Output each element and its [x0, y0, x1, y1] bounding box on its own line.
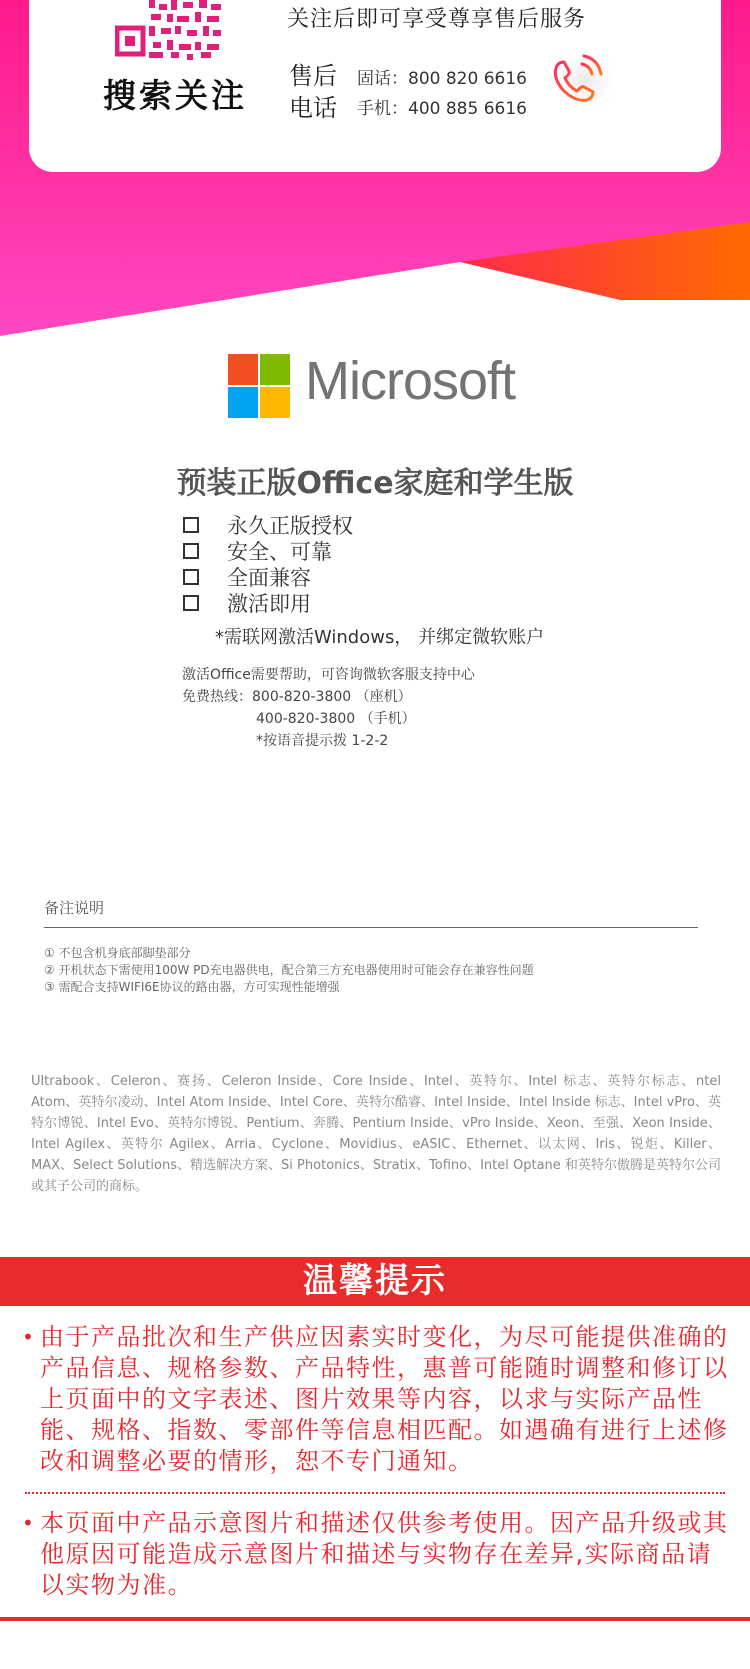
tip-item-2: [22, 1508, 732, 1601]
checkbox-icon: [183, 595, 199, 611]
service-slogan: 关注后即可享受尊享售后服务: [287, 7, 587, 32]
feature-item: [183, 590, 353, 616]
divider: [44, 927, 698, 928]
feature-label: 全面兼容: [227, 566, 311, 590]
microsoft-wordmark: Microsoft: [305, 351, 516, 411]
checkbox-icon: [183, 569, 199, 585]
feature-item: [183, 538, 353, 564]
tip-text: 由于产品批次和生产供应因素实时变化，为尽可能提供准确的产品信息、规格参数、产品特性，惠普可能随时调整和修订以上页面中的文字表述、图片效果等内容，以求与实际产品性能、规格、指数、零部件等信息相匹配。如遇确有进行上述修改和调整必要的情形，恕不专门通知。: [40, 1323, 729, 1475]
feature-label: 安全、可靠: [227, 540, 332, 564]
tips-title: 温馨提示: [303, 1261, 447, 1301]
remark-item: ③ 需配合支持WIFI6E协议的路由器，方可实现性能增强: [44, 980, 340, 994]
feature-note: *需联网激活Windows， 并绑定微软账户: [215, 627, 545, 648]
hotline-mobile: 400-820-3800 （手机）: [256, 711, 416, 727]
checkbox-icon: [183, 543, 199, 559]
feature-label: 永久正版授权: [227, 514, 353, 538]
feature-label: 激活即用: [227, 592, 311, 616]
tip-item-1: [22, 1322, 732, 1477]
phone-fixed: 固话：800 820 6616: [357, 69, 527, 89]
tip-text: 本页面中产品示意图片和描述仅供参考使用。因产品升级或其他原因可能造成示意图片和描述与实物存在差异,实际商品请以实物为准。: [40, 1509, 729, 1599]
dotted-divider: [25, 1492, 725, 1494]
feature-item: [183, 564, 353, 590]
remarks-list: [44, 945, 534, 996]
feature-list: [183, 512, 353, 616]
bottom-rule: [0, 1617, 750, 1621]
phone-icon: [538, 40, 638, 120]
remarks-title: 备注说明: [44, 899, 105, 917]
bullet-icon: •: [22, 1325, 34, 1349]
remark-item: ② 开机状态下需使用100W PD充电器供电，配合第三方充电器使用时可能会存在兼容性问题: [44, 963, 534, 977]
search-follow-label: 搜索关注: [103, 76, 247, 115]
hotline-landline: 免费热线：800-820-3800 （座机）: [182, 689, 412, 705]
aftersale-label-1: 售后: [289, 62, 337, 90]
help-block: [182, 664, 475, 752]
microsoft-logo-icon: [228, 354, 290, 418]
office-title: 预装正版Office家庭和学生版: [176, 466, 574, 501]
hotline-voice-hint: *按语音提示拨 1-2-2: [256, 733, 389, 749]
phone-mobile: 手机：400 885 6616: [357, 99, 527, 119]
help-intro: 激活Office需要帮助，可咨询微软客服支持中心: [182, 667, 475, 683]
checkbox-icon: [183, 517, 199, 533]
qr-code-image: [115, 0, 223, 60]
remark-item: ① 不包含机身底部脚垫部分: [44, 946, 191, 960]
trademark-notice: Ultrabook、Celeron、赛扬、Celeron Inside、Core Inside、Intel、英特尔、Intel 标志、英特尔标志、ntel Atom、英特尔凌动、Intel Atom Inside、Intel Core、英特尔酷睿、Intel Inside、Intel Inside 标志、Intel vPro、英特尔博锐、Intel Evo、英特尔博锐、Pentium、奔腾、Pentium Inside、vPro Inside、Xeon、至强、Xeon Inside、Intel Agilex、英特尔 Agilex、Arria、Cyclone、Movidius、eASIC、Ethernet、以太网、Iris、锐炬、Killer、MAX、Select Solutions、精选解决方案、Si Photonics、Stratix、Tofino、Intel Optane 和英特尔傲腾是英特尔公司或其子公司的商标。: [31, 1074, 721, 1194]
aftersale-label-2: 电话: [289, 94, 337, 122]
feature-item: [183, 512, 353, 538]
bullet-icon: •: [22, 1511, 34, 1535]
